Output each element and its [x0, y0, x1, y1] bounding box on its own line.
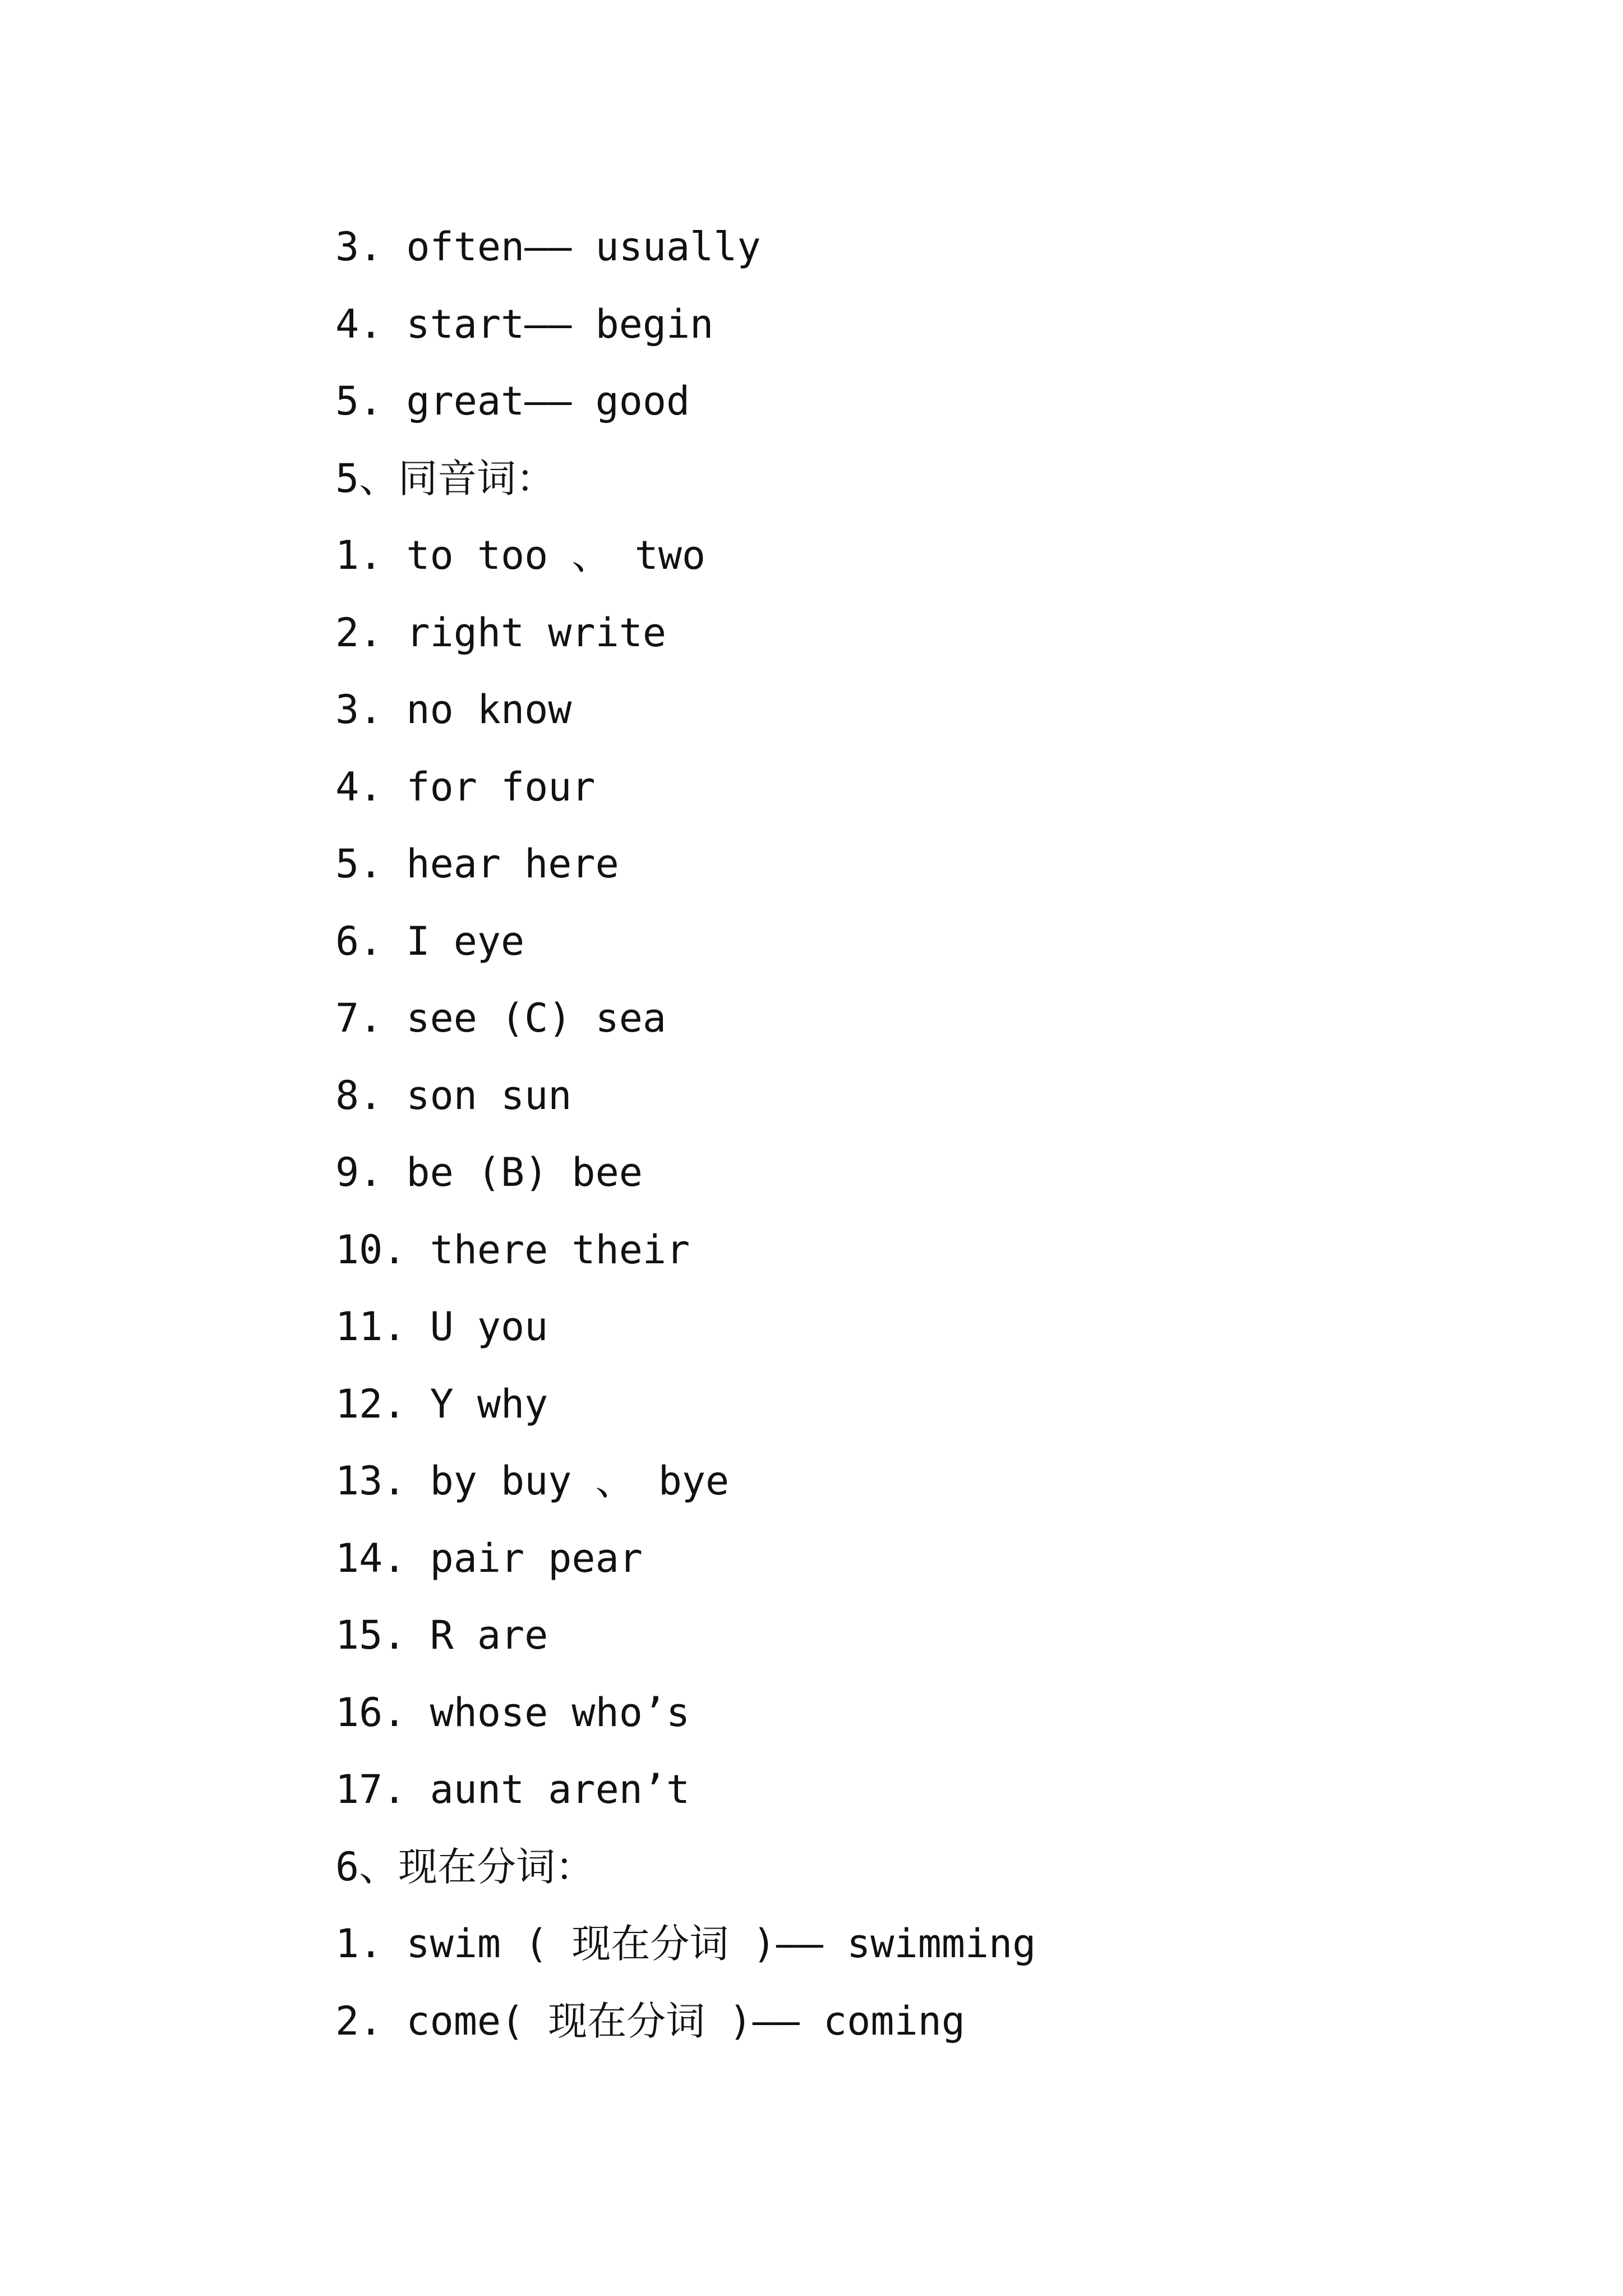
homophone-item-y: 12. Y why — [335, 1381, 548, 1427]
word-list — [335, 209, 1036, 2060]
homophone-item-by: 13. by buy 、 bye — [335, 1458, 730, 1504]
homophone-item-to: 1. to too 、 two — [335, 532, 706, 578]
homophone-item-son: 8. son sun — [335, 1072, 572, 1119]
homophone-item-whose: 16. whose who’s — [335, 1689, 690, 1736]
synonym-item-start: 4. start—— begin — [335, 301, 714, 347]
homophone-item-right: 2. right write — [335, 609, 667, 656]
participle-item-come: 2. come( 现在分词 )—— coming — [335, 1998, 965, 2044]
homophone-item-aunt: 17. aunt aren’t — [335, 1766, 690, 1812]
synonym-item-great: 5. great—— good — [335, 378, 690, 424]
section-heading-homophones: 5、同音词： — [335, 455, 556, 501]
homophone-item-u: 11. U you — [335, 1304, 548, 1350]
homophone-item-i: 6. I eye — [335, 918, 525, 964]
homophone-item-hear: 5. hear here — [335, 841, 619, 887]
homophone-item-there: 10. there their — [335, 1226, 690, 1273]
homophone-item-no: 3. no know — [335, 687, 572, 733]
participle-item-swim: 1. swim ( 现在分词 )—— swimming — [335, 1921, 1036, 1967]
homophone-item-r: 15. R are — [335, 1612, 548, 1658]
synonym-item-often: 3. often—— usually — [335, 224, 761, 270]
section-heading-present-participles: 6、现在分词： — [335, 1843, 595, 1890]
homophone-item-for: 4. for four — [335, 763, 596, 810]
homophone-item-see: 7. see (C) sea — [335, 995, 667, 1041]
homophone-item-pair: 14. pair pear — [335, 1535, 643, 1581]
homophone-item-be: 9. be (B) bee — [335, 1149, 643, 1195]
